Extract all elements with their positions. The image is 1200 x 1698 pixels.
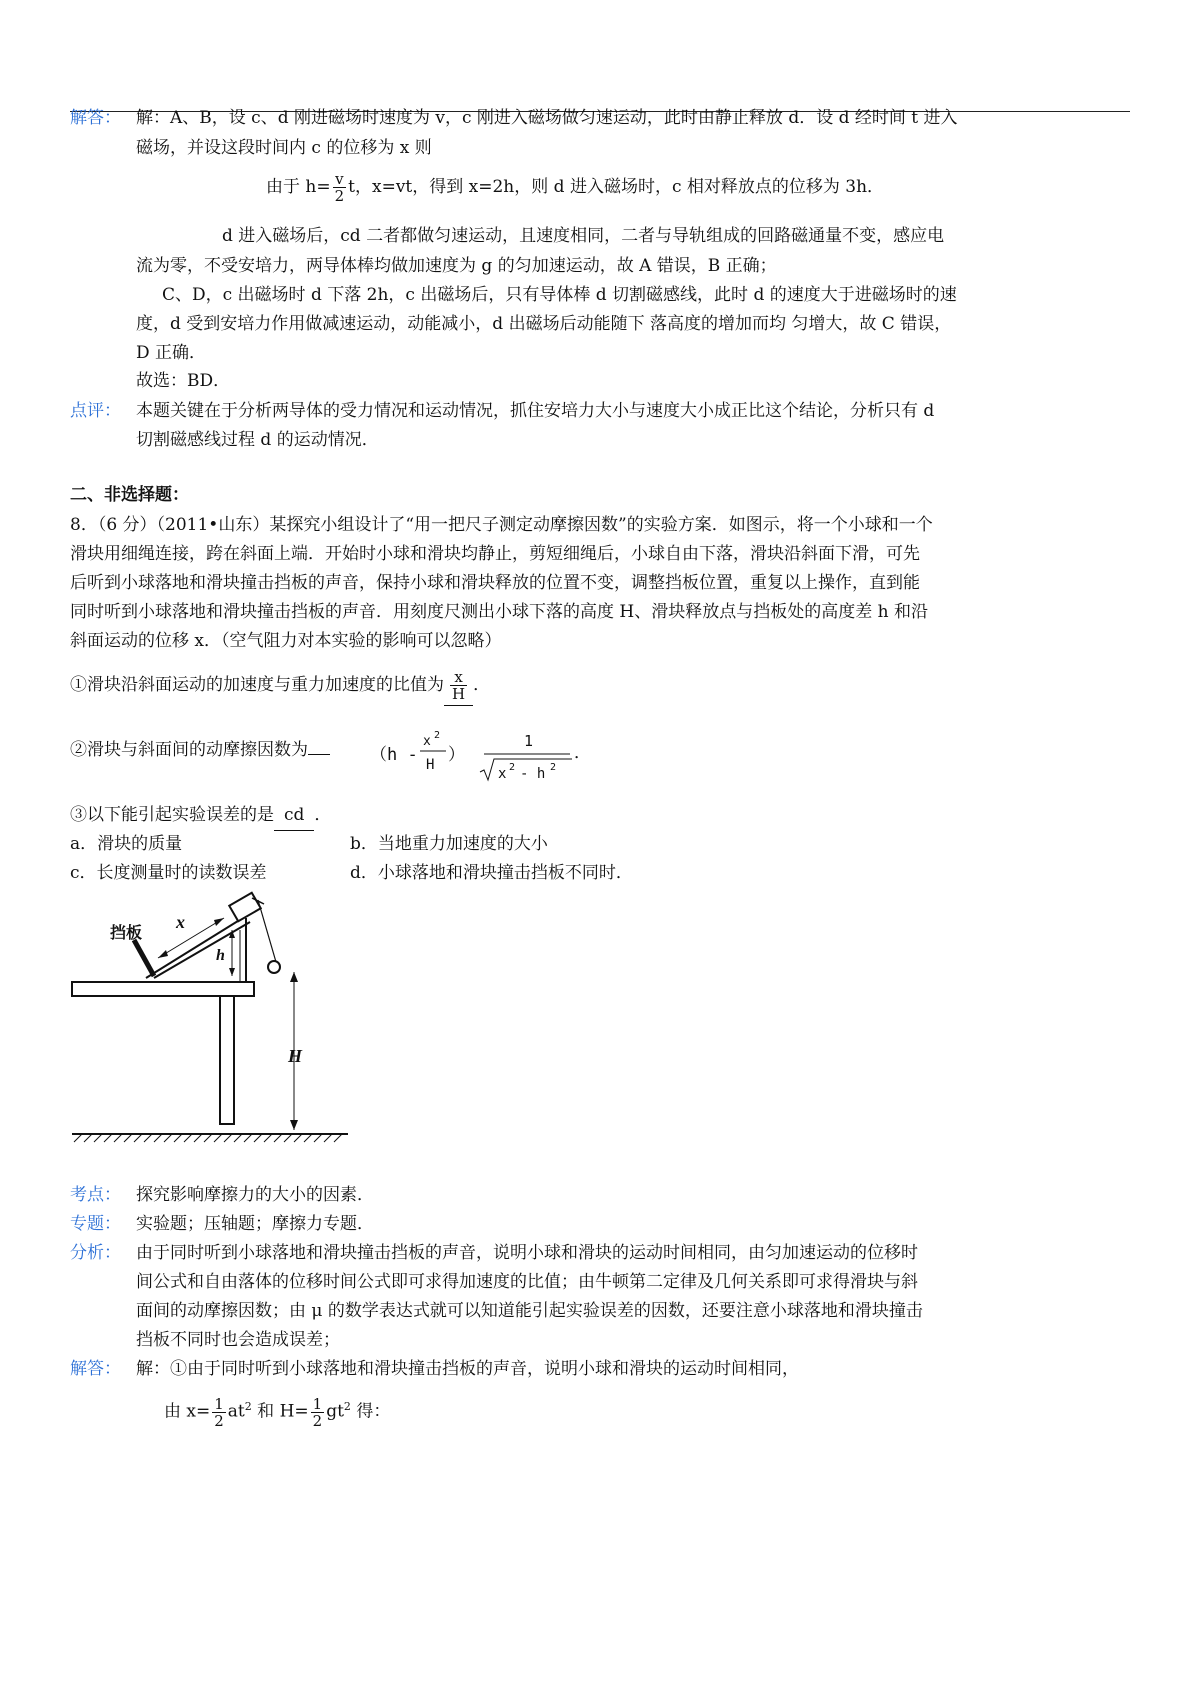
answer-blank: cd xyxy=(274,800,314,831)
fraction xyxy=(333,171,347,204)
question-line: 斜面运动的位移 x．（空气阻力对本实验的影响可以忽略） xyxy=(70,631,502,651)
question-line: 同时听到小球落地和滑块撞击挡板的声音．用刻度尺测出小球下落的高度 H、滑块释放点与挡板处的高度差 h 和沿 xyxy=(70,602,928,622)
answer-line: 度，d 受到安培力作用做减速运动，动能减小，d 出磁场后动能随下 落高度的增加而均 匀增大，故 C 错误， xyxy=(136,314,952,334)
svg-text:1: 1 xyxy=(524,732,534,750)
fenxi-label: 分析： xyxy=(70,1243,121,1263)
svg-text:）: ） xyxy=(448,745,465,765)
answer-label: 解答： xyxy=(70,108,121,128)
answer-line: d 进入磁场后，cd 二者都做匀速运动，且速度相同，二者与导轨组成的回路磁通量不变，感应电 xyxy=(222,226,945,246)
experiment-figure xyxy=(62,890,362,1150)
subquestion-text: ①滑块沿斜面运动的加速度与重力加速度的比值为 xyxy=(70,675,444,695)
equation-text: 由于 h= xyxy=(266,177,331,197)
option-a: a．滑块的质量 xyxy=(70,834,183,854)
kaodian-label: 考点： xyxy=(70,1185,121,1205)
subquestion-1 xyxy=(70,665,490,706)
jieda-line: 解：①由于同时听到小球落地和滑块撞击挡板的声音，说明小球和滑块的运动时间相同， xyxy=(136,1359,799,1379)
jieda-label: 解答： xyxy=(70,1359,121,1379)
answer-line: 流为零，不受安培力，两导体棒均做加速度为 g 的匀加速运动，故 A 错误，B 正确； xyxy=(136,256,777,276)
superscript: 2 xyxy=(244,1400,252,1413)
svg-text:x: x xyxy=(423,734,431,749)
option-d: d．小球落地和滑块撞击挡板不同时． xyxy=(350,863,633,883)
svg-text:x: x xyxy=(498,766,507,782)
fenxi-line: 由于同时听到小球落地和滑块撞击挡板的声音，说明小球和滑块的运动时间相同，由匀加速运动的位移时 xyxy=(136,1243,918,1263)
equation-text: 得： xyxy=(356,1401,391,1422)
numerator: 1 xyxy=(312,1394,323,1413)
equation-text: gt xyxy=(326,1401,344,1422)
denominator: 2 xyxy=(214,1411,224,1430)
numerator: 1 xyxy=(214,1394,224,1413)
figure-label-H: H xyxy=(288,1046,303,1066)
subquestion-text: ③以下能引起实验误差的是 xyxy=(70,805,274,825)
jieda-equation xyxy=(164,1385,390,1434)
denominator: 2 xyxy=(334,187,345,205)
fenxi-line: 挡板不同时也会造成误差； xyxy=(136,1330,340,1350)
fenxi-line: 面间的动摩擦因数；由 μ 的数学表达式就可以知道能引起实验误差的因数，还要注意小球落地和滑块撞击 xyxy=(136,1301,923,1321)
answer-line: C、D，c 出磁场时 d 下落 2h，c 出磁场后，只有导体棒 d 切割磁感线，此时 d 的速度大于进磁场时的速 xyxy=(162,285,957,305)
equation-text: 由 x= xyxy=(164,1401,211,1422)
section-title: 二、非选择题： xyxy=(70,485,189,505)
denominator: 2 xyxy=(312,1411,323,1430)
answer-line: 解：A、B，设 c、d 刚进磁场时速度为 v，c 刚进入磁场做匀速运动，此时由静止释放 d．设 d 经时间 t 进入 xyxy=(136,108,958,128)
equation-text: at xyxy=(227,1401,245,1422)
kaodian-text: 探究影响摩擦力的大小的因素． xyxy=(136,1185,374,1205)
figure-label-x: x xyxy=(176,912,185,932)
question-line: 8．（6 分）（2011•山东）某探究小组设计了“用一把尺子测定动摩擦因数”的实验方案．如图示，将一个小球和一个 xyxy=(70,515,933,535)
svg-text:H: H xyxy=(426,757,435,773)
figure-label-baffle: 挡板 xyxy=(110,925,143,942)
subquestion-text: ． xyxy=(473,675,491,695)
comment-line: 本题关键在于分析两导体的受力情况和运动情况，抓住安培力大小与速度大小成正比这个结论，分析只有 d xyxy=(136,401,935,421)
svg-text:2: 2 xyxy=(509,762,516,773)
svg-text:2: 2 xyxy=(550,762,557,773)
question-line: 后听到小球落地和滑块撞击挡板的声音，保持小球和滑块释放的位置不变，调整挡板位置，重复以上操作，直到能 xyxy=(70,573,920,593)
option-c: c．长度测量时的读数误差 xyxy=(70,863,267,883)
fraction xyxy=(450,669,467,702)
answer-line: D 正确． xyxy=(136,343,207,363)
answer-blank xyxy=(444,665,473,706)
answer-line: 磁场，并设这段时间内 c 的位移为 x 则 xyxy=(136,138,432,158)
subquestion-text: ． xyxy=(314,805,332,825)
question-line: 滑块用细绳连接，跨在斜面上端．开始时小球和滑块均静止，剪短细绳后，小球自由下落，滑块沿斜面下滑，可先 xyxy=(70,544,920,564)
answer-blank xyxy=(308,754,330,755)
option-b: b．当地重力加速度的大小 xyxy=(350,834,548,854)
svg-text:- h: - h xyxy=(520,766,546,782)
svg-text:（h -: （h - xyxy=(370,745,418,765)
superscript: 2 xyxy=(343,1400,351,1413)
figure-label-h: h xyxy=(216,947,225,964)
svg-text:2: 2 xyxy=(434,730,441,741)
numerator: v xyxy=(333,171,347,188)
comment-label: 点评： xyxy=(70,401,121,421)
ground-hatching xyxy=(74,1134,342,1142)
comment-line: 切割磁感线过程 d 的运动情况． xyxy=(136,430,379,450)
subquestion-text: ②滑块与斜面间的动摩擦因数为 xyxy=(70,740,308,760)
friction-formula xyxy=(360,728,600,784)
answer-equation xyxy=(266,168,884,206)
equation-text: 和 H= xyxy=(257,1401,309,1422)
subquestion-text: ． xyxy=(574,743,591,763)
fenxi-line: 间公式和自由落体的位移时间公式即可求得加速度的比值；由牛顿第二定律及几何关系即可求得滑块与斜 xyxy=(136,1272,918,1292)
zhuanti-text: 实验题；压轴题；摩擦力专题． xyxy=(136,1214,374,1234)
fraction xyxy=(212,1396,226,1429)
numerator: x xyxy=(450,669,467,686)
denominator: H xyxy=(452,685,466,703)
equation-text: t，x=vt，得到 x=2h，则 d 进入磁场时，c 相对释放点的位移为 3h． xyxy=(348,177,885,197)
zhuanti-label: 专题： xyxy=(70,1214,121,1234)
fraction xyxy=(311,1396,325,1429)
subquestion-3 xyxy=(70,800,331,831)
subquestion-2 xyxy=(70,724,330,776)
answer-line: 故选：BD． xyxy=(136,371,231,391)
